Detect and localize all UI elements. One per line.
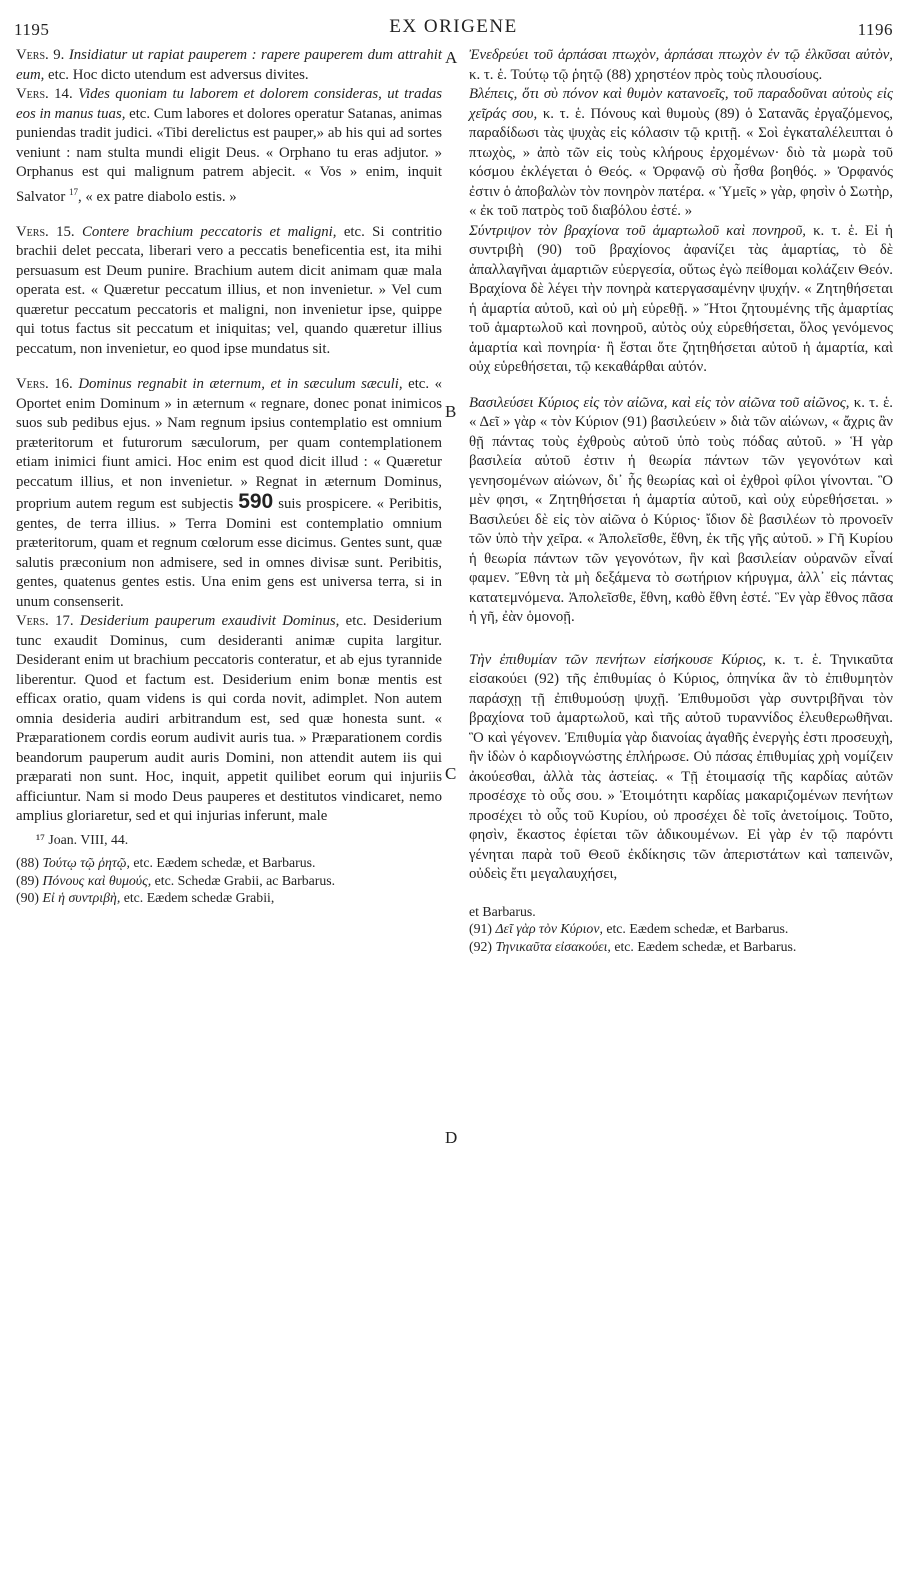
verse-text: suis prospicere. « Peribitis, gentes, de terra illius. » Terra Domini est contemplatio omnium præteritorum, quam et regnum cœlorum esse dicimus. Gentes sunt, quæ salutis præconium non admisere, sed in omnes divisæ sunt. Peribitis, gentes, quatenus gentes estis. Una enim gens est universa terra, si in unum consenserit. bbox=[16, 496, 442, 610]
greek-verse-17 bbox=[469, 651, 893, 885]
left-column-number: 1195 bbox=[14, 20, 50, 39]
verse-text: etc. Si contritio brachii delet peccata, liberari vero a peccatis beneficentia est, ita mihi persuasum est Deum punire. Brachium autem dicit animam quæ mala operata est. « Quæretur peccatum illius, et non invenietur. » Vel cum quæretur peccatum peccatoris et maligni, non invenietur ipse, quippe qui totus factus sit peccatum et iniquitas; vel, quando quæretur illius peccatum, non invenietur, eo quod ipse mundatus sit. bbox=[16, 223, 443, 357]
note-91 bbox=[469, 920, 893, 938]
verse-lemma: Insidiatur ut rapiat pauperem : rapere pauperem dum attrahit eum, bbox=[16, 47, 442, 83]
verse-text: etc. « Oportet enim Dominum » in æternum « regnare, donec ponat inimicos suos sub pedibus ejus. » Nam regnum ipsius contemplatio est omnium præteritorum et futurorum sæculorum, per quam contemplationem etiam inimici fiunt amici. Hoc enim est quod dicit illud : « Quæretur peccatum illius, et non invenietur. » Regnat in æternum Dominus, proprium autem regum est subjectis bbox=[16, 376, 443, 513]
note-90 bbox=[16, 889, 442, 907]
note-text: etc. Eædem schedæ, et Barbarus. bbox=[602, 921, 789, 936]
note-text: etc. Eædem schedæ, et Barbarus. bbox=[129, 855, 316, 871]
note-number: (90) bbox=[16, 890, 39, 906]
latin-column bbox=[16, 46, 442, 907]
running-title: EX ORIGENE bbox=[389, 16, 518, 37]
note-89 bbox=[16, 872, 442, 890]
verse-lemma: Βασιλεύσει Κύριος εἰς τὸν αἰῶνα, καὶ εἰς τὸν αἰῶνα τοῦ αἰῶνος, bbox=[469, 394, 850, 411]
latin-verse-9 bbox=[16, 46, 442, 85]
verse-text: , « ex patre diabolo estis. » bbox=[78, 188, 237, 205]
margin-letter-c: C bbox=[445, 764, 457, 783]
verse-label: Vers. 9. bbox=[16, 47, 65, 63]
note-number: (92) bbox=[469, 938, 492, 954]
verse-lemma: Contere brachium peccatoris et maligni, bbox=[81, 223, 337, 240]
latin-verse-16 bbox=[16, 375, 442, 612]
latin-verse-17 bbox=[16, 612, 442, 827]
note-number: (88) bbox=[16, 855, 39, 871]
footnote-ref: 17 bbox=[69, 186, 79, 197]
note-text: etc. Schedæ Grabii, ac Barbarus. bbox=[151, 872, 336, 888]
verse-label: Vers. 16. bbox=[16, 376, 73, 393]
verse-lemma: Σύντριψον τὸν βραχίονα τοῦ ἁμαρτωλοῦ καὶ πονηροῦ, bbox=[469, 222, 806, 239]
note-lemma: Πόνους καὶ θυμούς, bbox=[42, 872, 152, 888]
verse-text: etc. Cum labores et dolores operatur Satanas, animas puniendas tradit judici. «Tibi derelictus est pauper,» ab his qui ad sortes veniunt : nam stulta mundi eligit Deus. « Orphano tu eras adjutor. » Orphanus est qui malignum patrem abjecit. « Vos » enim, inquit Salvator bbox=[16, 105, 442, 205]
left-notes bbox=[16, 854, 442, 907]
greek-verse-16 bbox=[469, 394, 893, 628]
page-marker: 590 bbox=[238, 490, 274, 514]
verse-lemma: Vides quoniam tu laborem et dolorem consideras, ut tradas eos in manus tuas, bbox=[16, 86, 442, 122]
verse-lemma: Τὴν ἐπιθυμίαν τῶν πενήτων εἰσήκουσε Κύριος, bbox=[469, 651, 767, 668]
verse-label: Vers. 14. bbox=[16, 86, 73, 102]
margin-letter-a: A bbox=[445, 48, 458, 67]
verse-text: κ. τ. ἑ. Τούτῳ τῷ ῥητῷ (88) χρηστέον πρὸς τοὺς πλουσίους. bbox=[469, 66, 823, 83]
note-92 bbox=[469, 938, 893, 956]
verse-text: κ. τ. ἑ. Εἰ ἡ συντριβὴ (90) τοῦ βραχίονος ἀφανίζει τὰς ἁμαρτίας, τὸ δὲ ἀπαλλαγῆναι ἁμαρτιῶν εὐεργεσία, οὕτως ἐγὼ πείθομαι κολάζειν Θεόν. Βραχίονα δὲ λέγει τὴν πονηρὰ κατεργασαμένην ψυχήν. « Ζητηθήσεται ἡ ἁμαρτία αὐτοῦ, καὶ οὐ μὴ εὑρεθῇ. » Ἤτοι ζητουμένης τῆς ἁμαρτίας τοῦ ἁμαρτωλοῦ καὶ πονηροῦ, αὐτὸς οὐχ εὑρεθήσεται, ὅλος γενόμενος ἁμαρτία καὶ πονηρία· ἢ ἔσται ὅτε ζητηθήσεται αὐτοῦ ἡ ἁμαρτία, καὶ οὐχ εὑρεθήσεται, τῷ κεκαθάρθαι αὐτόν. bbox=[469, 222, 894, 375]
greek-verse-15 bbox=[469, 222, 893, 378]
note-number: (89) bbox=[16, 872, 39, 888]
note-90-continued: et Barbarus. bbox=[469, 903, 536, 919]
verse-lemma: Βλέπεις, ὅτι σὺ πόνον καὶ θυμὸν κατανοεῖς, τοῦ παραδοῦναι αὐτοὺς εἰς χεῖράς σου, bbox=[469, 86, 893, 122]
verse-text: etc. Hoc dicto utendum est adversus divites. bbox=[44, 66, 309, 83]
right-notes bbox=[469, 903, 893, 956]
verse-lemma: Dominus regnabit in æternum, et in sæculum sæculi, bbox=[78, 376, 403, 393]
note-lemma: Εἰ ἡ συντριβὴ, bbox=[42, 890, 121, 906]
verse-lemma: Ἐνεδρεύει τοῦ ἁρπάσαι πτωχὸν, ἁρπάσαι πτωχὸν ἐν τῷ ἑλκῦσαι αὐτὸν, bbox=[469, 47, 893, 63]
latin-verse-14 bbox=[16, 85, 442, 207]
verse-text: κ. τ. ἑ. Πόνους καὶ θυμοὺς (89) ὁ Σατανᾶς ἐργαζόμενος, παραδίδωσι τὰς ψυχὰς εἰς κόλασιν τῷ κριτῇ. « Σοὶ ἐγκαταλέλειπται ὁ πτωχὸς, » ἀπὸ τῶν εἰς τοὺς κλήρους ἐρχομένων· διὸ τὰ μωρὰ τοῦ κόσμου ἐκλέγεται ὁ Θεός. « Ὀρφανῷ σὺ ἦσθα βοηθός. » Ὀρφανός ἐστιν ὁ ἀποβαλὼν τὸν πονηρὸν πατέρα. « Ὑμεῖς » γὰρ, φησὶν ὁ Σωτὴρ, « ἐκ τοῦ πατρὸς τοῦ διαβόλου ἐστέ. » bbox=[469, 105, 893, 219]
greek-verse-9 bbox=[469, 46, 893, 85]
note-text: etc. Eædem schedæ, et Barbarus. bbox=[610, 938, 797, 954]
note-number: (91) bbox=[469, 921, 492, 936]
note-lemma: Τούτῳ τῷ ῥητῷ, bbox=[42, 855, 130, 871]
right-column-number: 1196 bbox=[857, 20, 893, 39]
footnote-17: ¹⁷ Joan. VIII, 44. bbox=[36, 831, 129, 847]
note-lemma: Δεῖ γὰρ τὸν Κύριον, bbox=[495, 921, 603, 936]
verse-label: Vers. 17. bbox=[16, 613, 74, 630]
verse-label: Vers. 15. bbox=[16, 223, 75, 240]
latin-verse-15 bbox=[16, 223, 442, 360]
note-88 bbox=[16, 854, 442, 872]
note-lemma: Τηνικαῦτα εἰσακούει, bbox=[495, 938, 611, 954]
verse-text: etc. Desiderium tunc exaudit Dominus, cum desideranti animæ cupita largitur. Desiderant enim ut brachium peccatoris conteratur, et ab ejus tyrannide liberentur. Quod et factum est. Desiderium enim bonæ mentis est efficax oratio, quam videns is qui corda novit, adimplet. Non autem omnia desideria audiri arbitrandum est, sed quæ honesta sunt. « Præparationem cordis eorum audivit auris tua. » Præparationem cordis beandorum pauperum audit auris Domini, non attendit autem iis qui præparati non sunt. Hoc, inquit, appetit quilibet eorum qui injuriis afficiuntur. Nam si modo Deus pauperes et destitutos vindicaret, nemo amplius gloriaretur, sed et qui injurias inferunt, male bbox=[16, 613, 442, 825]
verse-lemma: Desiderium pauperum exaudivit Dominus, bbox=[79, 613, 340, 630]
verse-text: κ. τ. ἑ. « Δεῖ » γὰρ « τὸν Κύριον (91) βασιλεύειν » διὰ τῶν αἰώνων, « ἄχρις ἂν θῇ πάντας τοὺς ἐχθροὺς αὐτοῦ ὑπὸ τοὺς πόδας αὐτοῦ. » Ἡ γὰρ βασιλεία αὐτοῦ ἐστιν ἡ θεωρία πάντων τῶν γεγονότων καὶ γενησομένων αἰώνων, δι᾽ ἧς θεωρίας καὶ οἱ ἐχθροὶ φίλοι γίνονται. Ὃ μὲν φησι, « Ζητηθήσεται ἡ ἁμαρτία αὐτοῦ, καὶ οὐχ εὑρεθήσεται. » Βασιλεύει δὲ εἰς τὸν αἰῶνα ὁ Κύριος· ἴδιον δὲ βασιλέων τὸ προνοεῖν τῶν ὑπὸ τὴν χεῖρα. « Ἀπολεῖσθε, ἔθνη, ἐκ τῆς γῆς αὐτοῦ. » Γῆ Κυρίου ἡ θεωρία πάντων τῶν γεγονότων, ἣν καὶ βασιλείαν οὐρανῶν εἶναί φαμεν. Ἔθνη τὰ μὴ δεξάμενα τὸ σωτήριον κήρυγμα, ἀλλ᾽ εἰς πάντας κατατεμνόμενα. Ἀπολεῖσθε, ἔθνη, καθὸ ἔθνη ἐστέ. Ἓν γὰρ ἔθνος πᾶσα ἡ γῆ, ἐὰν ὁμονοῇ. bbox=[469, 394, 894, 625]
greek-verse-14 bbox=[469, 85, 893, 222]
margin-letter-d: D bbox=[445, 1128, 458, 1147]
note-text: etc. Eædem schedæ Grabii, bbox=[120, 890, 275, 906]
verse-text: κ. τ. ἑ. Τηνικαῦτα εἰσακούει (92) τῆς ἐπιθυμίας ὁ Κύριος, ὁπηνίκα ἂν τὸ ἐπιθυμητὸν παράσχῃ τῇ ἐπιθυμούσῃ ψυχῇ. Ἐπιθυμοῦσι γὰρ συντριβῆναι τὸν βραχίονα τοῦ ἁμαρτωλοῦ, καὶ τῆς αὐτοῦ τυραννίδος ἐλευθερωθῆναι. Ὃ καὶ γέγονεν. Ἐπιθυμία γὰρ διανοίας ἀγαθῆς ἐνεργὴς ἐστι προσευχὴ, ἣν ἰδὼν ὁ καρδιογνώστης ἐπλήρωσε. Οὐ πάσας ἐπιθυμίας χρὴ νομίζειν ἀκούεσθαι, ἀλλὰ τὰς ἀστείας. « Τῇ ἑτοιμασίᾳ τῆς καρδίας αὐτῶν προσέσχε τὸ οὖς σου. » Ἑτοιμότητι καρδίας μακαριζομένων πενήτων προσέχει τὸ οὖς τοῦ Κυρίου, οὐ προσέχει δὲ τοῖς ἀνετοίμοις. Τοῦτο, φησὶν, ἕκαστος ἐφίεται τῶν ἀδικουμένων. Εἰ γὰρ ἐν τῷ παρόντι γένηται παρὰ τοῦ Θεοῦ ἐκδίκησις τῶν ἀπεριστάτων καὶ ταπεινῶν, οὐδεὶς ἔτι μεγαλαυχήσει, bbox=[469, 651, 893, 882]
margin-letter-b: B bbox=[445, 402, 457, 421]
greek-column bbox=[469, 46, 893, 955]
